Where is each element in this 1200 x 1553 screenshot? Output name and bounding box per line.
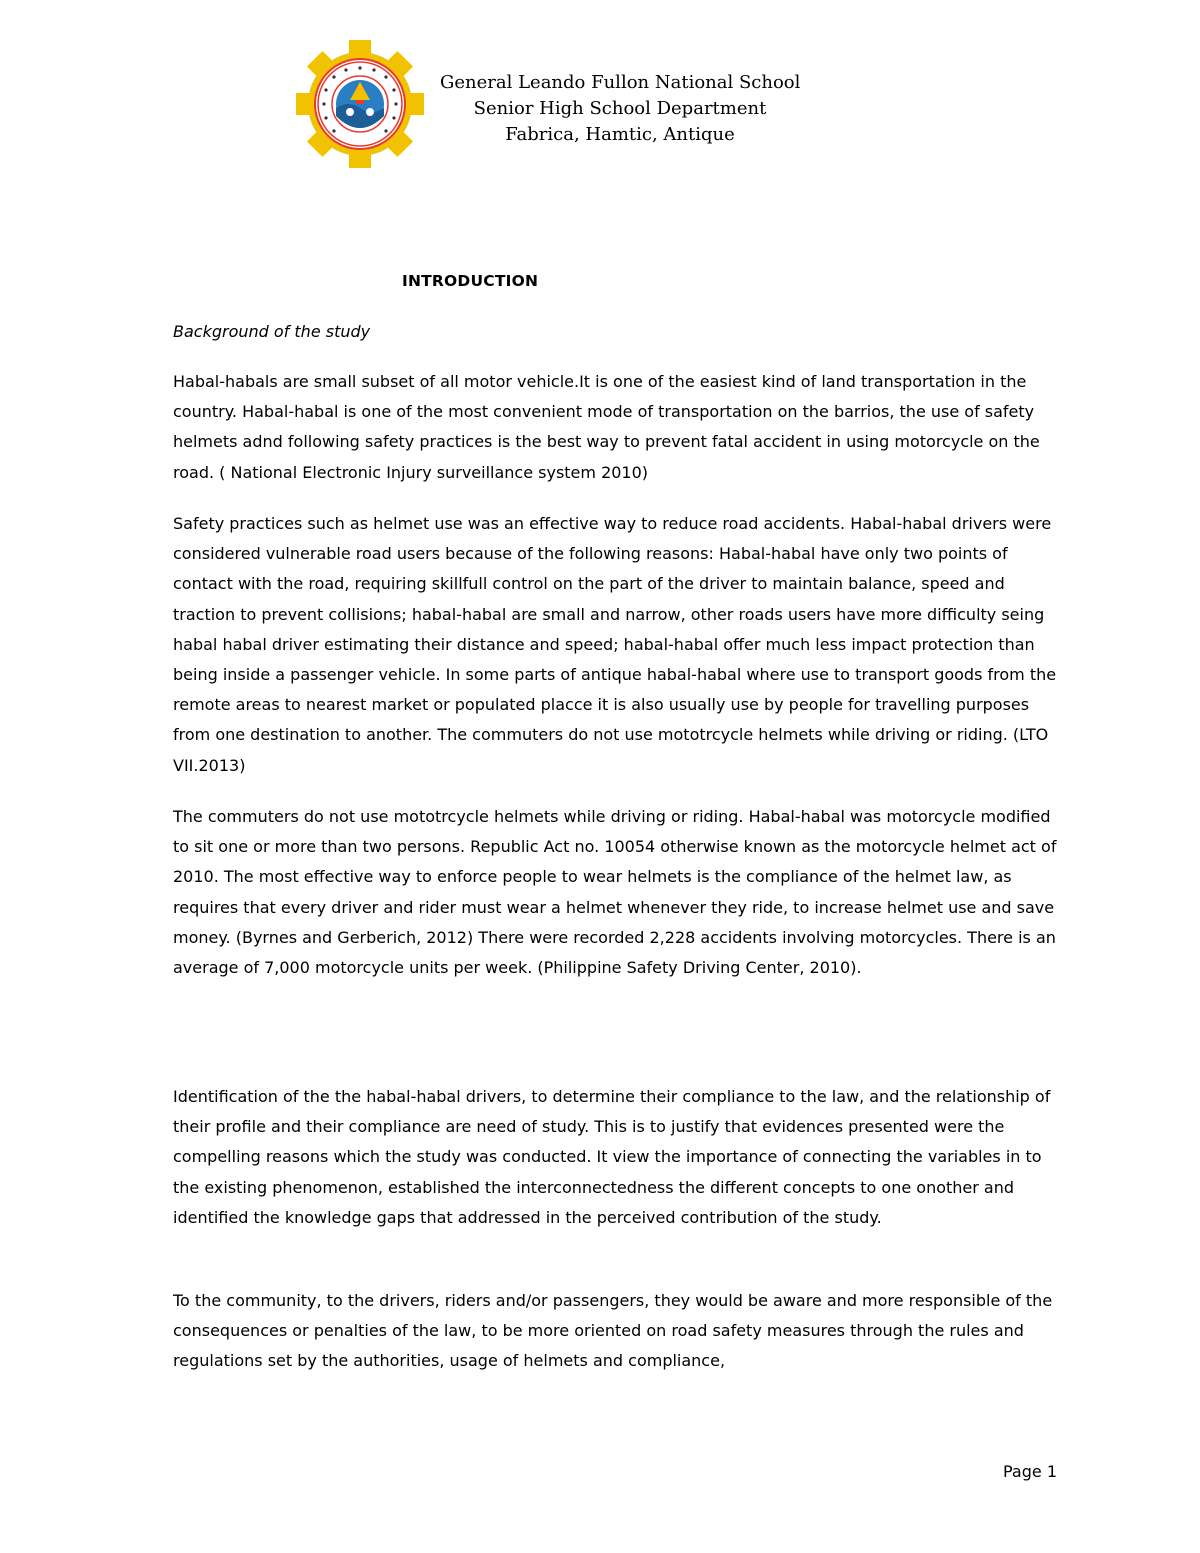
section-heading: Background of the study — [173, 322, 371, 341]
school-seal-icon — [292, 40, 428, 168]
paragraph-text: Safety practices such as helmet use was an effective way to reduce road accidents. Habal-habal drivers were considered vulnerable road users because of the following reasons: Habal-habal have only two points of contact with the road, requiring skillfull control on the part of the driver to maintain balance, speed and traction to prevent collisions; habal-habal are small and narrow, other roads users have more difficulty seing habal habal driver estimating their distance and speed; habal-habal offer much less impact protection than being inside a passenger vehicle. In some parts of antique habal-habal where use to transport goods from the remote areas to nearest market or populated placce it is also usually use by people for travelling purposes from one destination to another. The commuters do not use mototrcycle helmets while driving or riding. (LTO VII.2013) — [173, 514, 1057, 775]
paragraph-2 — [173, 509, 1068, 781]
paragraph-4 — [173, 1082, 1068, 1233]
document-title: INTRODUCTION — [402, 272, 539, 290]
school-address: Fabrica, Hamtic, Antique — [505, 124, 735, 145]
paragraph-5 — [173, 1286, 1068, 1377]
school-name: General Leando Fullon National School — [440, 72, 801, 93]
paragraph-text: The commuters do not use mototrcycle helmets while driving or riding. Habal-habal was motorcycle modified to sit one or more than two persons. Republic Act no. 10054 otherwise known as the motorcycle helmet act of 2010. The most effective way to enforce people to wear helmets is the compliance of the helmet law, as requires that every driver and rider must wear a helmet whenever they ride, to increase helmet use and save money. (Byrnes and Gerberich, 2012) There were recorded 2,228 accidents involving motorcycles. There is an average of 7,000 motorcycle units per week. (Philippine Safety Driving Center, 2010). — [173, 807, 1057, 978]
school-department: Senior High School Department — [473, 98, 767, 119]
paragraph-3 — [173, 802, 1068, 983]
paragraph-1 — [173, 367, 1068, 488]
page-number: Page 1 — [1003, 1462, 1057, 1481]
paragraph-text: To the community, to the drivers, riders and/or passengers, they would be aware and more responsible of the consequences or penalties of the law, to be more oriented on road safety measures through the rules and regulations set by the authorities, usage of helmets and compliance, — [173, 1291, 1053, 1371]
paragraph-text: Identification of the the habal-habal drivers, to determine their compliance to the law, and the relationship of their profile and their compliance are need of study. This is to justify that evidences presented were the compelling reasons which the study was conducted. It view the importance of connecting the variables in to the existing phenomenon, established the interconnectedness the different concepts to one onother and identified the knowledge gaps that addressed in the perceived contribution of the study. — [173, 1087, 1051, 1227]
paragraph-text: Habal-habals are small subset of all motor vehicle.It is one of the easiest kind of land transportation in the country. Habal-habal is one of the most convenient mode of transportation on the barrios, the use of safety helmets adnd following safety practices is the best way to prevent fatal accident in using motorcycle on the road. ( National Electronic Injury surveillance system 2010) — [173, 372, 1040, 482]
school-header — [440, 70, 800, 148]
